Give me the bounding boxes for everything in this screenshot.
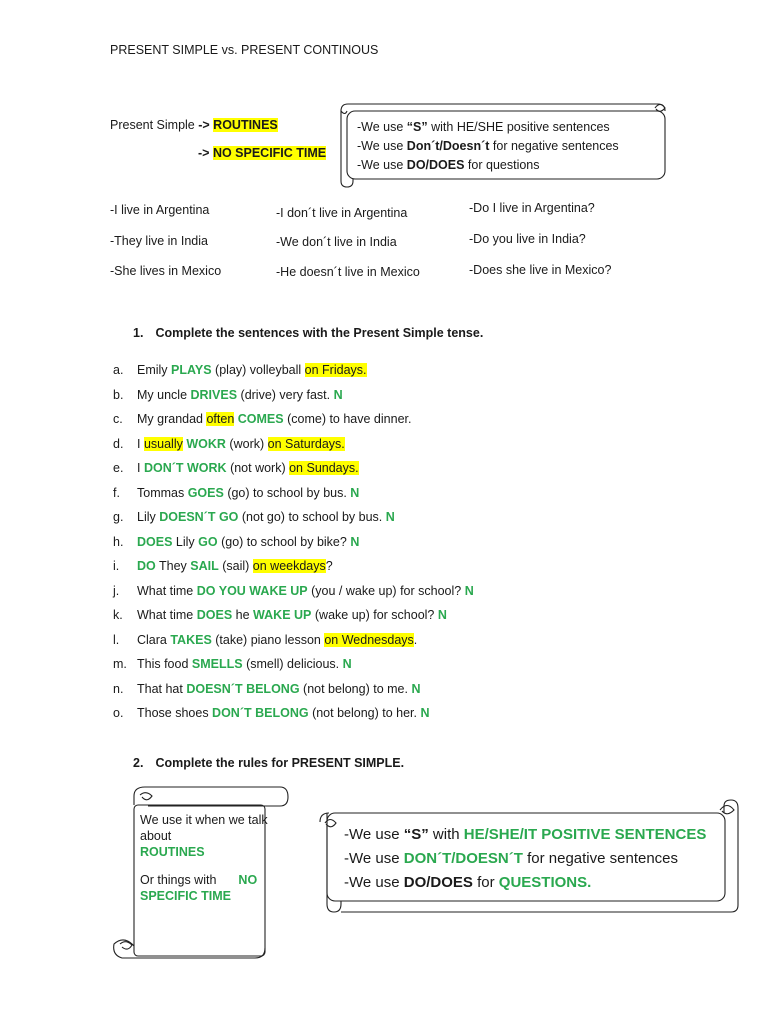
item-letter: a.	[113, 363, 124, 377]
answer-rule-3	[344, 871, 706, 895]
item-text: (wake up) for school?	[314, 608, 438, 622]
item-highlight: usually	[143, 436, 183, 451]
item-letter: c.	[113, 412, 123, 426]
item-letter: f.	[113, 485, 120, 500]
item-text: (take) piano lesson	[215, 632, 325, 647]
item-letter: e.	[113, 461, 124, 475]
rule-answer: HE/SHE/IT POSITIVE SENTENCES	[463, 826, 707, 843]
item-answer: GOES	[187, 485, 224, 500]
item-text: Lily	[172, 534, 199, 549]
rule-text: for questions	[464, 158, 540, 172]
exercise-2-number: 2.	[133, 756, 144, 770]
rule-text: -We use	[357, 120, 407, 134]
item-answer: COMES	[234, 412, 284, 426]
item-answer: SAIL	[190, 559, 219, 573]
item-letter: i.	[113, 559, 120, 573]
item-answer: DON´T BELONG	[212, 706, 309, 720]
item-text: (sail)	[222, 559, 253, 573]
item-letter: h.	[113, 534, 124, 549]
item-answer: DO YOU WAKE UP	[196, 583, 308, 598]
item-answer: DOESN´T GO	[159, 510, 239, 524]
rule-text: Don´t/Doesn´t	[406, 139, 490, 153]
item-text: (come) to have dinner.	[287, 412, 412, 426]
item-highlight: on Sundays.	[289, 461, 359, 475]
left-box-line-2	[140, 872, 280, 888]
rule-text: “S”	[406, 120, 428, 134]
item-text: (not belong) to her.	[312, 706, 421, 720]
item-text: This food	[137, 657, 192, 671]
item-highlight: on weekdays	[252, 559, 326, 573]
item-highlight: often	[206, 412, 235, 426]
example-negative-1: -I don´t live in Argentina	[276, 206, 408, 220]
exercise-2-text: Complete the rules for PRESENT SIMPLE.	[155, 756, 405, 770]
item-answer: N	[385, 510, 395, 524]
rule-text: with	[428, 826, 464, 843]
rule-text: for	[472, 874, 499, 891]
item-text: .	[413, 632, 418, 647]
item-text: (not belong) to me.	[303, 681, 412, 696]
example-negative-2: -We don´t live in India	[276, 235, 397, 249]
item-answer: WOKR	[182, 436, 226, 451]
item-answer: N	[342, 657, 352, 671]
example-question-3: -Does she live in Mexico?	[469, 263, 612, 277]
left-box-text: Or things with	[140, 873, 217, 887]
rule-text: -We use	[344, 826, 404, 843]
item-answer: PLAYS	[171, 363, 212, 377]
item-letter: g.	[113, 510, 124, 524]
item-answer: GO	[198, 534, 218, 549]
left-answer-box	[140, 812, 280, 904]
item-answer: N	[420, 706, 430, 720]
item-text: I	[137, 436, 144, 451]
item-answer: DOESN´T BELONG	[186, 681, 300, 696]
answer-rule-1	[344, 823, 706, 847]
item-text: (you / wake up) for school?	[311, 583, 465, 598]
item-text: Lily	[137, 510, 160, 524]
item-highlight: on Saturdays.	[267, 436, 345, 451]
rule-text: -We use	[357, 139, 407, 153]
item-answer: N	[464, 583, 474, 598]
example-positive-2: -They live in India	[110, 234, 208, 248]
item-letter: m.	[113, 657, 127, 671]
item-answer: N	[333, 387, 343, 402]
example-negative-3: -He doesn´t live in Mexico	[276, 265, 420, 279]
item-text: (play) volleyball	[215, 363, 305, 377]
exercise-1-number: 1.	[133, 326, 144, 340]
rule-answer: QUESTIONS.	[498, 874, 592, 891]
item-text: (drive) very fast.	[240, 387, 334, 402]
item-answer: N	[411, 681, 421, 696]
example-positive-3: -She lives in Mexico	[110, 264, 222, 278]
item-answer: DOES	[137, 534, 173, 549]
item-text: (work)	[229, 436, 268, 451]
item-text: ?	[325, 559, 333, 573]
item-answer: DRIVES	[190, 387, 238, 402]
item-text: That hat	[137, 681, 187, 696]
spacer	[140, 860, 280, 872]
item-text: Clara	[137, 632, 171, 647]
example-positive-1: -I live in Argentina	[110, 203, 210, 217]
item-text: he	[232, 608, 254, 622]
item-text: They	[155, 559, 191, 573]
item-answer: N	[437, 608, 447, 622]
no-specific-time-label: NO SPECIFIC TIME	[212, 146, 327, 160]
routines-label: ROUTINES	[213, 118, 278, 132]
right-answer-box	[344, 823, 706, 895]
answer-rule-2	[344, 847, 706, 871]
rule-text: for negative sentences	[522, 850, 679, 867]
item-highlight: on Wednesdays	[324, 632, 414, 647]
rule-text: “S”	[403, 826, 429, 843]
rule-answer: DO/DOES	[403, 874, 473, 891]
present-simple-label: Present Simple	[110, 118, 199, 132]
item-text: What time	[137, 583, 197, 598]
item-answer: DON´T WORK	[143, 461, 227, 475]
item-answer: TAKES	[170, 632, 212, 647]
left-box-no: NO	[238, 873, 258, 887]
item-text: What time	[137, 608, 197, 622]
example-question-2: -Do you live in India?	[469, 232, 586, 246]
item-answer: DO	[137, 559, 156, 573]
item-answer: DOES	[196, 608, 233, 622]
item-answer: WAKE UP	[253, 608, 312, 622]
arrow-1: ->	[198, 118, 214, 132]
rule-text: -We use	[344, 850, 404, 867]
rule-text: -We use	[344, 874, 404, 891]
item-letter: o.	[113, 706, 124, 720]
item-text: (smell) delicious.	[246, 657, 343, 671]
example-question-1: -Do I live in Argentina?	[469, 201, 595, 215]
rule-text: for negative sentences	[489, 139, 619, 153]
item-answer: SMELLS	[191, 657, 243, 671]
item-text: Emily	[137, 363, 172, 377]
rule-text: DO/DOES	[406, 158, 465, 172]
rule-text: -We use	[357, 158, 407, 172]
item-letter: b.	[113, 387, 124, 402]
left-box-routines: ROUTINES	[140, 845, 205, 859]
exercise-1-text: Complete the sentences with the Present Simple tense.	[155, 326, 484, 340]
item-answer: N	[350, 534, 360, 549]
item-letter: d.	[113, 436, 124, 451]
item-text: (go) to school by bike?	[221, 534, 351, 549]
item-letter: j.	[113, 583, 120, 598]
item-text: (not go) to school by bus.	[241, 510, 386, 524]
left-box-line-1: We use it when we talk about	[140, 813, 268, 843]
item-highlight: on Fridays.	[304, 363, 367, 377]
arrow-2: ->	[198, 146, 213, 160]
item-letter: n.	[113, 681, 124, 696]
item-text: Tommas	[137, 485, 188, 500]
item-text: My uncle	[137, 387, 191, 402]
item-letter: k.	[113, 608, 123, 622]
item-text: (not work)	[230, 461, 290, 475]
item-letter: l.	[113, 632, 120, 647]
page-title: PRESENT SIMPLE vs. PRESENT CONTINOUS	[110, 43, 379, 57]
rule-text: with HE/SHE positive sentences	[427, 120, 610, 134]
item-text: Those shoes	[137, 706, 213, 720]
item-text: (go) to school by bus.	[227, 485, 351, 500]
left-box-specific-time: SPECIFIC TIME	[140, 889, 231, 903]
item-text: My grandad	[137, 412, 207, 426]
item-answer: N	[350, 485, 360, 500]
rule-answer: DON´T/DOESN´T	[403, 850, 523, 867]
item-text: I	[137, 461, 144, 475]
